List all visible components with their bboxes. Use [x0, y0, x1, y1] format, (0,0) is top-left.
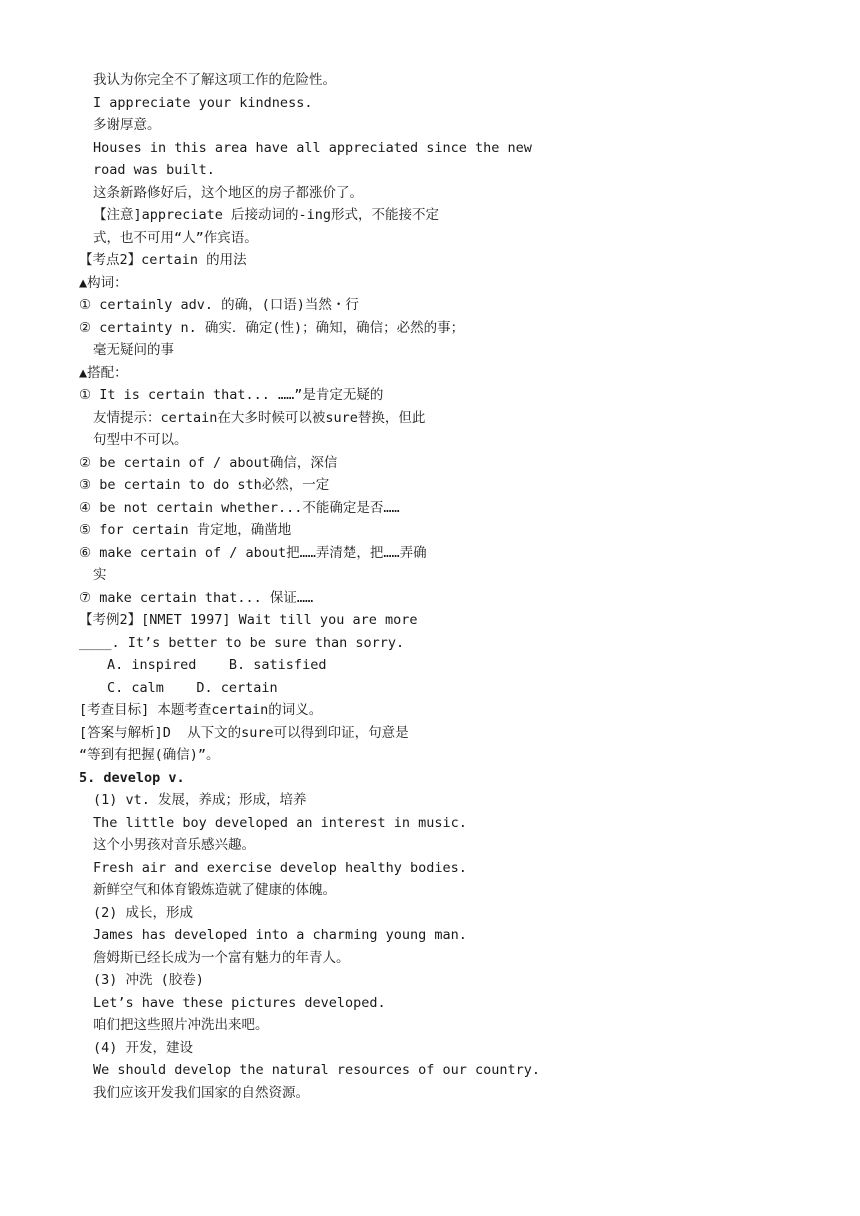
text-line: ⑥ make certain of / about把……弄清楚，把……弄确 [79, 545, 427, 561]
text-line: 毫无疑问的事 [93, 342, 174, 358]
text-line: ③ be certain to do sth必然，一定 [79, 477, 330, 493]
text-line: ⑤ for certain 肯定地，确凿地 [79, 522, 292, 538]
text-line: ① It is certain that... ……”是肯定无疑的 [79, 387, 384, 403]
text-line: 友情提示：certain在大多时候可以被sure替换，但此 [93, 410, 426, 426]
text-line: ② certainty n. 确实．确定(性)；确知，确信；必然的事； [79, 320, 465, 336]
text-line: “等到有把握(确信)”。 [79, 747, 220, 763]
text-line: (3) 冲洗 (胶卷) [93, 972, 204, 988]
text-line: ▲构词： [79, 275, 128, 291]
text-line: James has developed into a charming young man. [93, 927, 467, 943]
text-line: Fresh air and exercise develop healthy bodies. [93, 860, 467, 876]
text-line: ④ be not certain whether...不能确定是否…… [79, 500, 400, 516]
section-heading: 5. develop v. [79, 770, 185, 786]
answer-options: A. inspired B. satisfied [107, 657, 327, 673]
text-line: Houses in this area have all appreciated since the new [93, 140, 532, 156]
text-line: 我认为你完全不了解这项工作的危险性。 [93, 72, 336, 88]
text-line: 这个小男孩对音乐感兴趣。 [93, 837, 255, 853]
text-line: (2) 成长，形成 [93, 905, 194, 921]
text-line: The little boy developed an interest in music. [93, 815, 467, 831]
text-line: 式，也不可用“人”作宾语。 [93, 230, 258, 246]
text-line: 詹姆斯已经长成为一个富有魅力的年青人。 [93, 950, 350, 966]
text-line: 这条新路修好后，这个地区的房子都涨价了。 [93, 185, 363, 201]
text-line: 实 [93, 567, 107, 583]
text-line: ▲搭配： [79, 365, 128, 381]
text-line: ② be certain of / about确信，深信 [79, 455, 338, 471]
text-line: (1) vt. 发展，养成；形成，培养 [93, 792, 307, 808]
text-line: 句型中不可以。 [93, 432, 188, 448]
text-line: [考查目标] 本题考查certain的词义。 [79, 702, 323, 718]
text-line: 咱们把这些照片冲洗出来吧。 [93, 1017, 269, 1033]
text-line: ① certainly adv. 的确，(口语)当然・行 [79, 297, 359, 313]
text-line: 【注意]appreciate 后接动词的-ing形式，不能接不定 [93, 207, 440, 223]
text-line: 多谢厚意。 [93, 117, 161, 133]
text-line: [答案与解析]D 从下文的sure可以得到印证，句意是 [79, 725, 409, 741]
text-line: ____. It’s better to be sure than sorry. [79, 635, 405, 651]
text-line: (4) 开发，建设 [93, 1040, 194, 1056]
text-line: Let’s have these pictures developed. [93, 995, 386, 1011]
section-heading: 【考点2】certain 的用法 [79, 252, 247, 268]
text-line: 新鲜空气和体育锻炼造就了健康的体魄。 [93, 882, 336, 898]
example-heading: 【考例2】[NMET 1997] Wait till you are more [79, 612, 418, 628]
answer-options: C. calm D. certain [107, 680, 278, 696]
text-line: 我们应该开发我们国家的自然资源。 [93, 1085, 309, 1101]
text-line: road was built. [93, 162, 215, 178]
text-line: ⑦ make certain that... 保证…… [79, 590, 314, 606]
text-line: We should develop the natural resources of our country. [93, 1062, 541, 1078]
text-line: I appreciate your kindness. [93, 95, 313, 111]
